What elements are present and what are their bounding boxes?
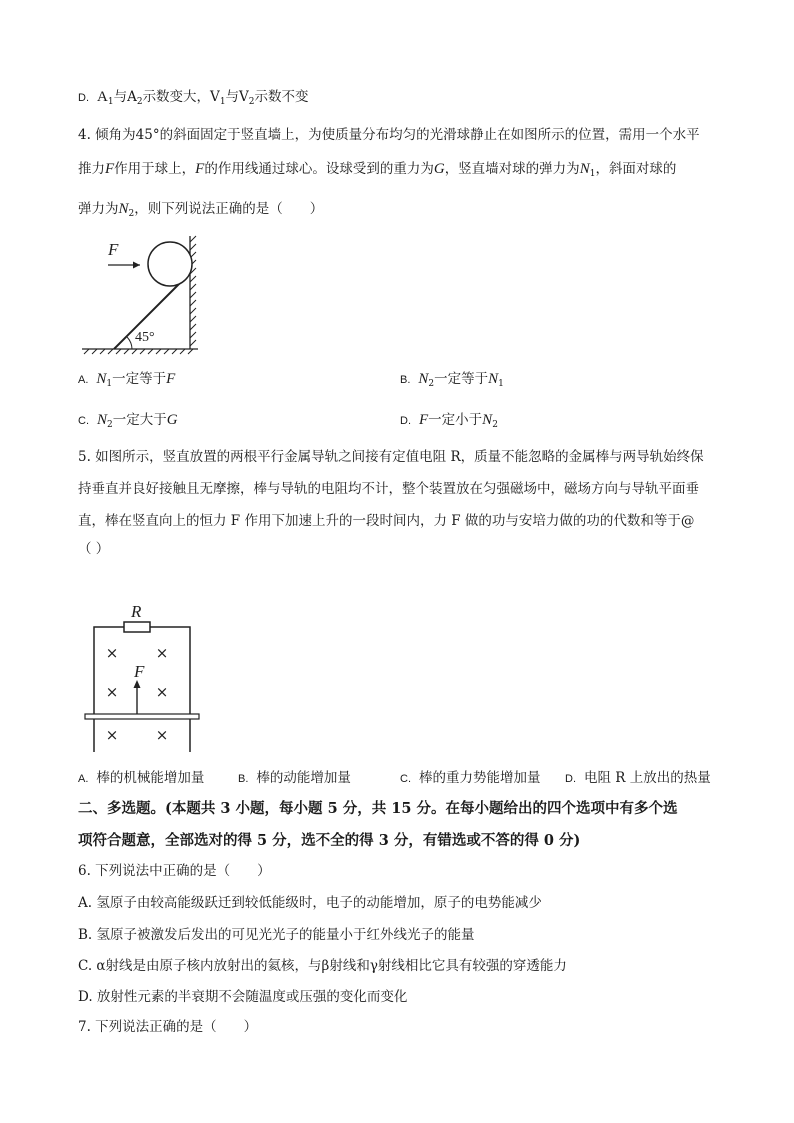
force-label: F [134,662,145,681]
option-label: D. [78,92,89,104]
q4-stem-line2: 推力F作用于球上，F的作用线通过球心。设球受到的重力为G，竖直墙对球的弹力为$N_1$，斜面对球的 [78,161,677,179]
ball [148,242,192,286]
field-mark: × [155,683,169,701]
q4-option-c: C. $N_2$一定大于G [78,412,178,430]
q4-option-a: A. $N_1$一定等于F [78,371,176,389]
field-mark: × [105,644,119,662]
q4-option-b: B. $N_2$一定等于$N_1$ [400,371,504,389]
q6-option-a: A. 氢原子由较高能级跃迁到较低能级时，电子的动能增加，原子的电势能减少 [78,895,542,911]
q7-stem: 7. 下列说法正确的是（ ） [78,1019,258,1035]
q5-stem-line4: （ ） [78,541,110,557]
field-mark: × [155,644,169,662]
section-heading-line2: 项符合题意，全部选对的得 5 分，选不全的得 3 分，有错选或不答的得 0 分) [78,832,581,849]
q5-stem-line2: 持垂直并良好接触且无摩擦，棒与导轨的电阻均不计，整个装置放在匀强磁场中，磁场方向与导轨平面垂 [78,481,699,497]
q4-stem-line3: 弹力为$N_2$，则下列说法正确的是（ ） [78,201,324,219]
force-arrowhead [134,680,141,688]
field-mark: × [155,726,169,744]
force-arrowhead [133,262,140,269]
field-mark: × [105,726,119,744]
resistor-label: R [131,602,142,621]
q4-option-d: D. F一定小于$N_2$ [400,412,498,430]
q5-option-c: C. 棒的重力势能增加量 [400,770,541,786]
angle-arc [127,337,132,349]
q6-option-d: D. 放射性元素的半衰期不会随温度或压强的变化而变化 [78,989,408,1005]
q4-stem-line1: 4. 倾角为45°的斜面固定于竖直墙上，为使质量分布均匀的光滑球静止在如图所示的位置，需用一个水平 [78,127,700,143]
q6-option-c: C. α射线是由原子核内放射出的氦核，与β射线和γ射线相比它具有较强的穿透能力 [78,958,567,974]
q5-option-a: A. 棒的机械能增加量 [78,770,205,786]
metal-rod [85,714,199,719]
q6-stem: 6. 下列说法中正确的是（ ） [78,863,271,879]
q5-stem-line1: 5. 如图所示，竖直放置的两根平行金属导轨之间接有定值电阻 R，质量不能忽略的金属棒与两导轨始终保 [78,449,704,465]
q5-stem-line3: 直，棒在竖直向上的恒力 F 作用下加速上升的一段时间内，力 F 做的功与安培力做的功的代数和等于@ [78,513,695,529]
wall [190,236,196,349]
q3-option-d: D. $A_1$与$A_2$示数变大，$V_1$与$V_2$示数不变 [78,89,309,107]
ground-hatch [82,349,198,354]
q6-option-b: B. 氢原子被激发后发出的可见光光子的能量小于红外线光子的能量 [78,927,475,943]
field-mark: × [105,683,119,701]
force-label: F [108,240,119,259]
q4-figure [78,232,238,357]
q5-figure [82,600,202,760]
q5-option-b: B. 棒的动能增加量 [238,770,351,786]
q5-option-d: D. 电阻 R 上放出的热量 [565,770,711,786]
resistor [124,622,150,632]
angle-label: 45° [135,330,155,345]
section-heading-line1: 二、多选题。(本题共 3 小题，每小题 5 分，共 15 分。在每小题给出的四个选项中有多个选 [78,800,678,817]
